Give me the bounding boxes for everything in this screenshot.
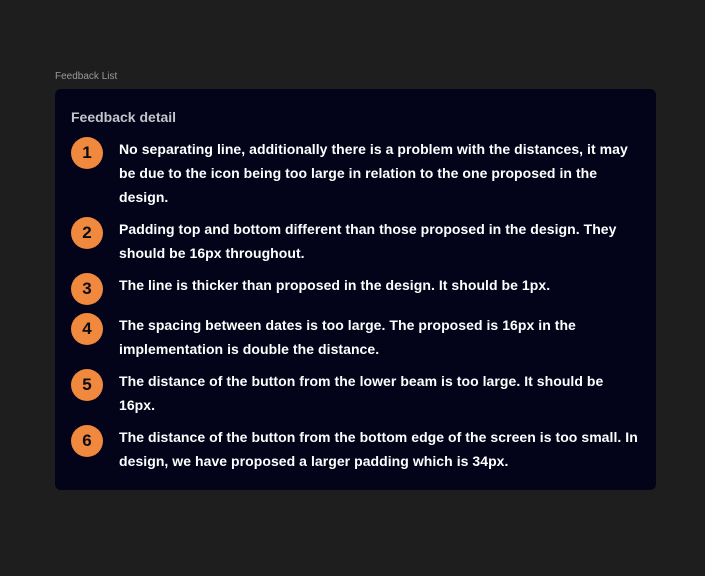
feedback-item-2 xyxy=(71,217,641,265)
number-badge-1: 1 xyxy=(71,137,103,169)
number-badge-2: 2 xyxy=(71,217,103,249)
feedback-item-5 xyxy=(71,369,641,417)
feedback-item-6 xyxy=(71,425,641,473)
feedback-item-1 xyxy=(71,137,641,209)
number-badge-6: 6 xyxy=(71,425,103,457)
feedback-text-5: The distance of the button from the lower beam is too large. It should be 16px. xyxy=(119,373,604,413)
feedback-item-4 xyxy=(71,313,641,361)
frame-label: Feedback List xyxy=(55,71,118,82)
feedback-text-6: The distance of the button from the bottom edge of the screen is too small. In design, we have proposed a larger padding which is 34px. xyxy=(119,429,638,469)
feedback-item-3 xyxy=(71,273,641,305)
feedback-list xyxy=(71,137,641,481)
number-badge-5: 5 xyxy=(71,369,103,401)
feedback-text-4: The spacing between dates is too large. The proposed is 16px in the implementation is double the distance. xyxy=(119,317,576,357)
card-title: Feedback detail xyxy=(71,109,177,125)
feedback-text-2: Padding top and bottom different than those proposed in the design. They should be 16px throughout. xyxy=(119,221,617,261)
feedback-text-1: No separating line, additionally there is a problem with the distances, it may be due to the icon being too large in relation to the one proposed in the design. xyxy=(119,141,628,205)
number-badge-3: 3 xyxy=(71,273,103,305)
feedback-detail-card xyxy=(55,89,656,490)
feedback-text-3: The line is thicker than proposed in the design. It should be 1px. xyxy=(119,277,551,293)
number-badge-4: 4 xyxy=(71,313,103,345)
